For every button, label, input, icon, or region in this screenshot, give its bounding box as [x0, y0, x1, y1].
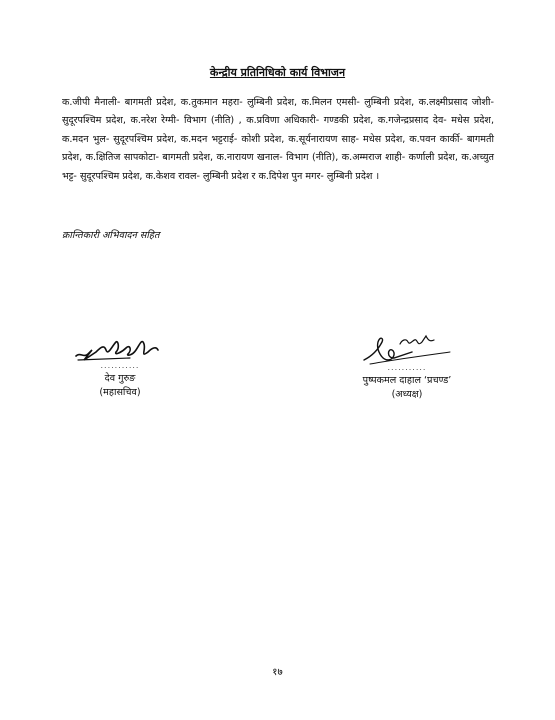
signatory-name: पुष्पकमल दाहाल ‘प्रचण्ड’	[362, 375, 452, 386]
signature-block-chairman	[327, 330, 487, 402]
signatory-role: (अध्यक्ष)	[391, 389, 423, 400]
page-number: १७	[272, 667, 283, 678]
signatory-name: देव गुरुङ	[104, 373, 136, 384]
assignment-paragraph: क.जीपी मैनाली- बागमती प्रदेश, क.तुकमान महरा- लुम्बिनी प्रदेश, क.मिलन एमसी- लुम्बिनी प्रदेश, क.लक्ष्मीप्रसाद जोशी- सुदूरपश्चिम प्रदेश, क.नरेश रेग्मी- विभाग (नीति) , क.प्रविणा अधिकारी- गण्डकी प्रदेश, क.गजेन्द्रप्रसाद देव- मधेस प्रदेश, क.मदन भुल- सुदूरपश्चिम प्रदेश, क.मदन भट्टराई- कोशी प्रदेश, क.सूर्यनारायण साह- मधेस प्रदेश, क.पवन कार्की- बागमती प्रदेश, क.क्षितिज सापकोटा- बागमती प्रदेश, क.नारायण खनाल- विभाग (नीति), क.अम्मराज शाही- कर्णाली प्रदेश, क.अच्युत भट्ट- सुदूरपश्चिम प्रदेश, क.केशव रावल- लुम्बिनी प्रदेश र क.दिपेश पुन मगर- लुम्बिनी प्रदेश ।	[62, 97, 494, 182]
closing-salutation: क्रान्तिकारी अभिवादन सहित	[62, 230, 160, 241]
signature-dotted-line: ...........	[100, 361, 140, 370]
signature-block-general-secretary	[40, 330, 200, 400]
document-heading: केन्द्रीय प्रतिनिधिको कार्य विभाजन	[209, 66, 346, 79]
signature-dotted-line: ...........	[387, 363, 427, 372]
signatory-role: (महासचिव)	[99, 387, 141, 398]
